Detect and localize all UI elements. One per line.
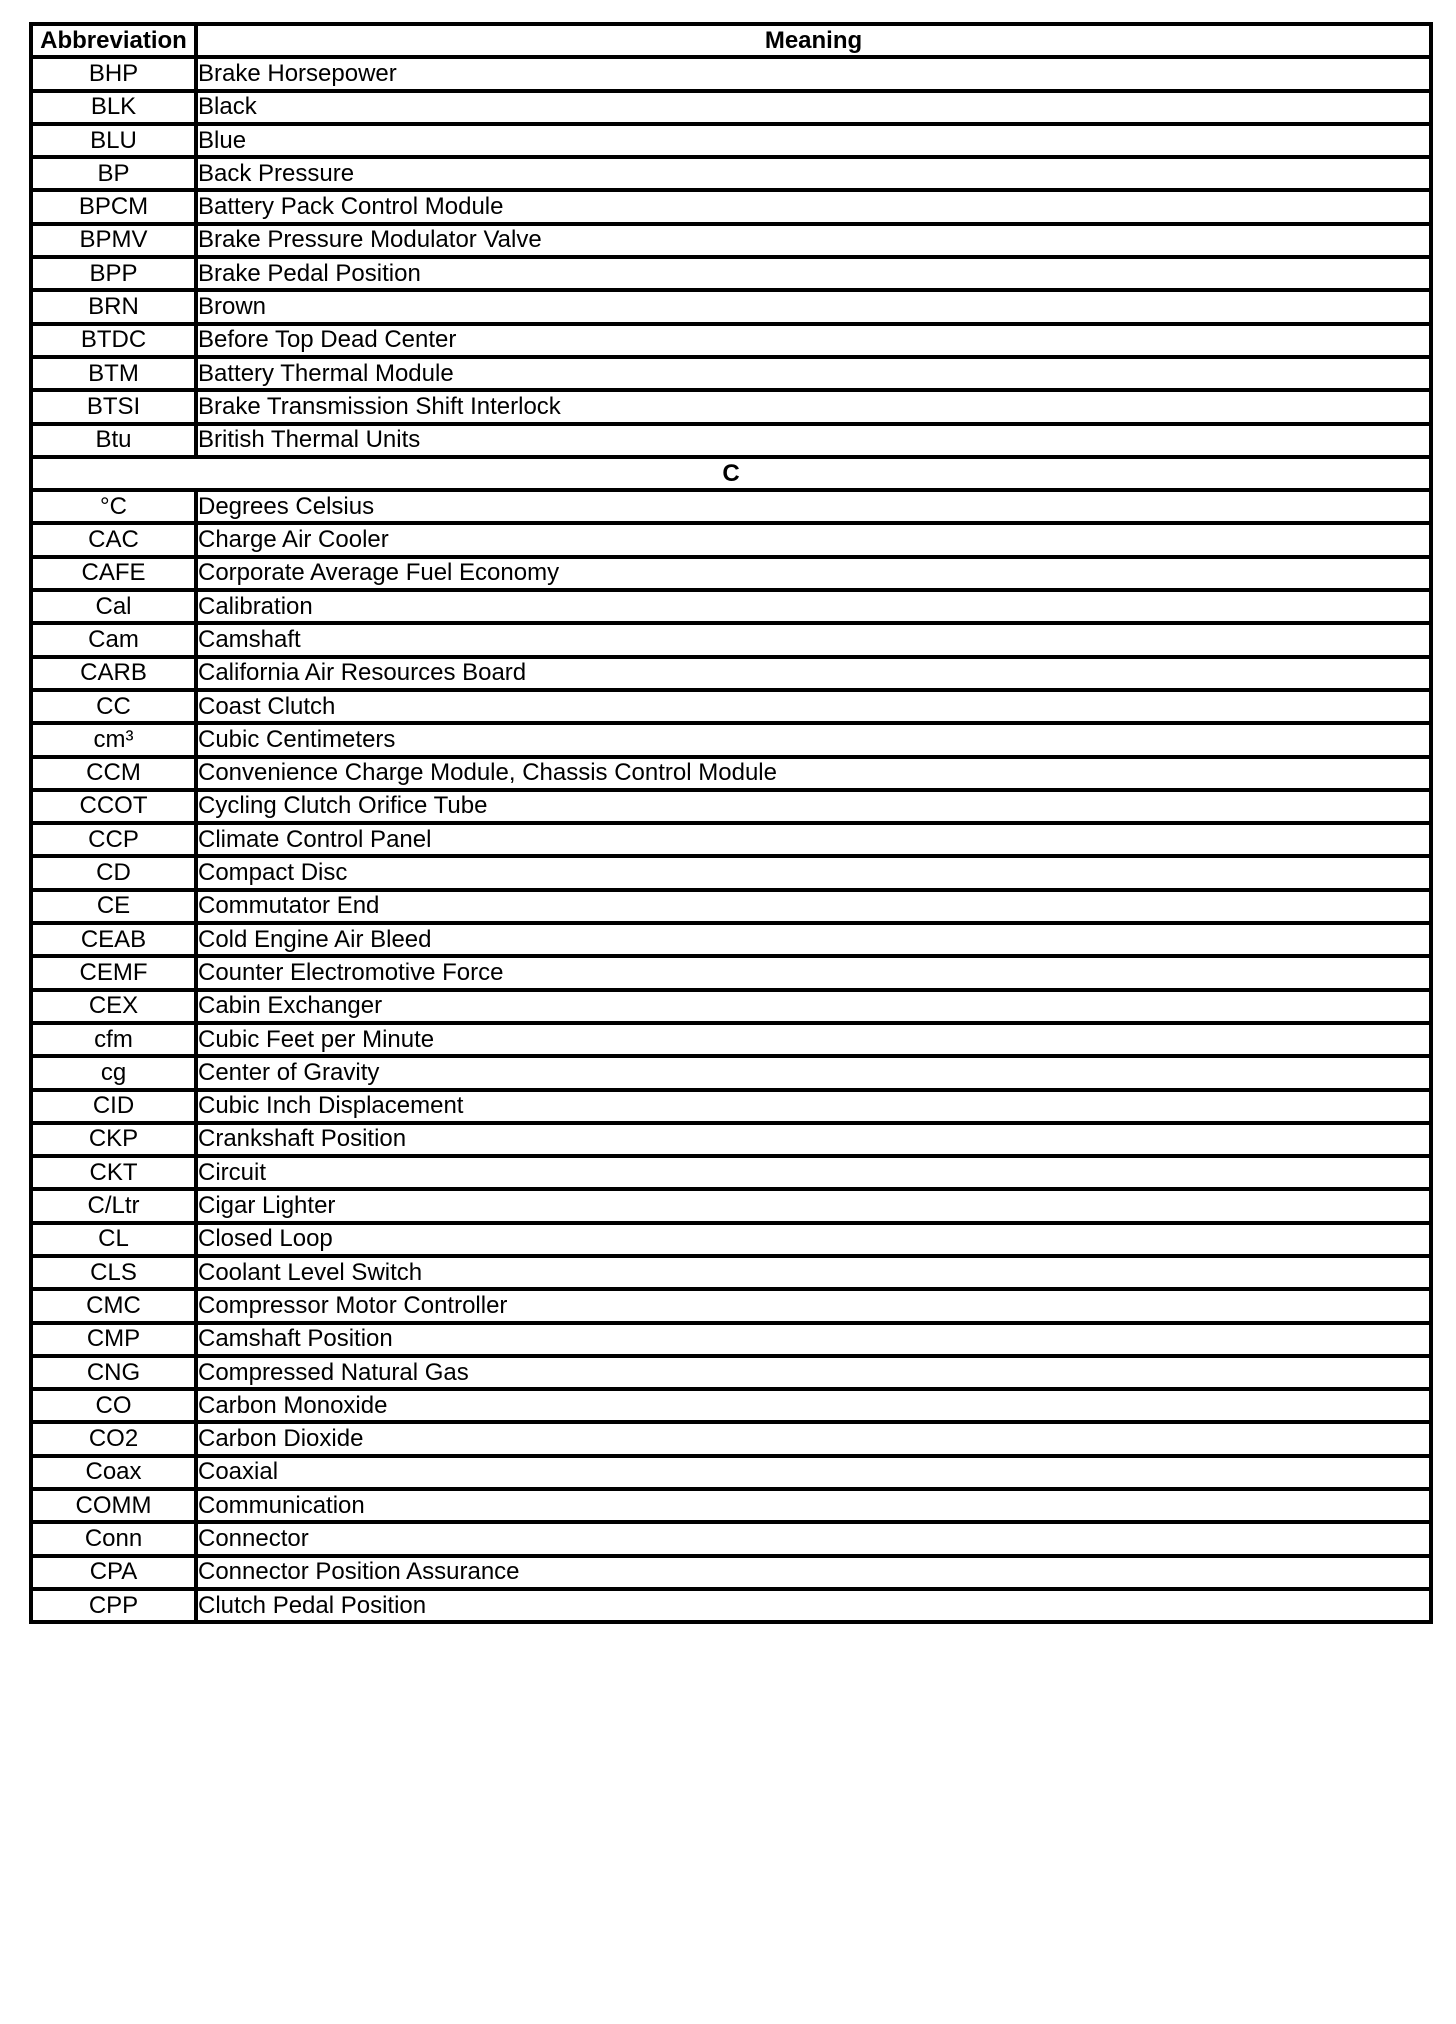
abbreviation-cell: CCOT (31, 790, 196, 823)
meaning-cell: Clutch Pedal Position (196, 1589, 1431, 1622)
meaning-cell: Camshaft Position (196, 1323, 1431, 1356)
meaning-cell: Cycling Clutch Orifice Tube (196, 790, 1431, 823)
abbreviation-cell: Conn (31, 1522, 196, 1555)
table-row (31, 1522, 1431, 1555)
table-row (31, 1123, 1431, 1156)
meaning-cell: Counter Electromotive Force (196, 956, 1431, 989)
meaning-cell: Charge Air Cooler (196, 523, 1431, 556)
table-row (31, 1156, 1431, 1189)
table-row (31, 990, 1431, 1023)
abbreviation-cell: CNG (31, 1356, 196, 1389)
table-row (31, 390, 1431, 423)
meaning-cell: Commutator End (196, 890, 1431, 923)
table-row (31, 557, 1431, 590)
abbreviation-cell: CC (31, 690, 196, 723)
table-row (31, 956, 1431, 989)
table-row (31, 1090, 1431, 1123)
abbreviation-cell: CE (31, 890, 196, 923)
table-row (31, 1422, 1431, 1455)
table-body (31, 57, 1431, 1622)
table-row (31, 623, 1431, 656)
meaning-cell: Circuit (196, 1156, 1431, 1189)
column-header-abbreviation: Abbreviation (31, 24, 196, 57)
abbreviation-cell: Coax (31, 1456, 196, 1489)
meaning-cell: Compact Disc (196, 856, 1431, 889)
abbreviation-cell: CPP (31, 1589, 196, 1622)
table-row (31, 856, 1431, 889)
abbreviation-cell: BRN (31, 290, 196, 323)
meaning-cell: Carbon Monoxide (196, 1389, 1431, 1422)
abbreviation-cell: CPA (31, 1556, 196, 1589)
abbreviation-cell: CD (31, 856, 196, 889)
table-row (31, 290, 1431, 323)
table-row (31, 657, 1431, 690)
table-row (31, 1023, 1431, 1056)
table-row (31, 1556, 1431, 1589)
meaning-cell: Blue (196, 124, 1431, 157)
abbreviation-cell: CEMF (31, 956, 196, 989)
table-row (31, 523, 1431, 556)
table-row (31, 190, 1431, 223)
meaning-cell: Brake Pressure Modulator Valve (196, 224, 1431, 257)
abbreviation-cell: CMP (31, 1323, 196, 1356)
abbreviation-cell: CL (31, 1223, 196, 1256)
meaning-cell: Camshaft (196, 623, 1431, 656)
abbreviation-cell: COMM (31, 1489, 196, 1522)
table-row (31, 1189, 1431, 1222)
abbreviation-cell: CID (31, 1090, 196, 1123)
table-row (31, 690, 1431, 723)
table-row (31, 157, 1431, 190)
abbreviation-cell: CEX (31, 990, 196, 1023)
abbreviation-cell: CLS (31, 1256, 196, 1289)
meaning-cell: Coaxial (196, 1456, 1431, 1489)
abbreviation-cell: CAC (31, 523, 196, 556)
table-row (31, 1256, 1431, 1289)
table-row (31, 823, 1431, 856)
abbreviation-cell: BLU (31, 124, 196, 157)
table-row (31, 57, 1431, 90)
meaning-cell: Cubic Feet per Minute (196, 1023, 1431, 1056)
meaning-cell: Degrees Celsius (196, 490, 1431, 523)
meaning-cell: Calibration (196, 590, 1431, 623)
table-row (31, 923, 1431, 956)
meaning-cell: Center of Gravity (196, 1056, 1431, 1089)
table-row (31, 490, 1431, 523)
meaning-cell: Connector (196, 1522, 1431, 1555)
table-row (31, 124, 1431, 157)
table-row (31, 224, 1431, 257)
table-row (31, 1356, 1431, 1389)
meaning-cell: Battery Pack Control Module (196, 190, 1431, 223)
abbreviation-cell: CKP (31, 1123, 196, 1156)
table-row (31, 590, 1431, 623)
meaning-cell: Cubic Centimeters (196, 723, 1431, 756)
abbreviation-cell: CCM (31, 757, 196, 790)
table-row (31, 357, 1431, 390)
abbreviation-cell: BTSI (31, 390, 196, 423)
abbreviation-cell: CO2 (31, 1422, 196, 1455)
meaning-cell: Climate Control Panel (196, 823, 1431, 856)
table-row (31, 1589, 1431, 1622)
meaning-cell: Coolant Level Switch (196, 1256, 1431, 1289)
abbreviation-cell: C/Ltr (31, 1189, 196, 1222)
abbreviation-cell: CEAB (31, 923, 196, 956)
meaning-cell: Before Top Dead Center (196, 324, 1431, 357)
meaning-cell: Black (196, 91, 1431, 124)
table-row (31, 324, 1431, 357)
meaning-cell: Brown (196, 290, 1431, 323)
meaning-cell: Corporate Average Fuel Economy (196, 557, 1431, 590)
abbreviation-cell: BTM (31, 357, 196, 390)
meaning-cell: Cubic Inch Displacement (196, 1090, 1431, 1123)
meaning-cell: Compressor Motor Controller (196, 1289, 1431, 1322)
meaning-cell: Compressed Natural Gas (196, 1356, 1431, 1389)
abbreviation-cell: BLK (31, 91, 196, 124)
table-row (31, 1489, 1431, 1522)
abbreviation-cell: BPP (31, 257, 196, 290)
table-row (31, 91, 1431, 124)
table-row (31, 790, 1431, 823)
table-row (31, 1223, 1431, 1256)
table-row (31, 757, 1431, 790)
abbreviation-cell: cfm (31, 1023, 196, 1056)
section-header-row (31, 457, 1431, 490)
section-label: C (31, 457, 1431, 490)
abbreviation-cell: CCP (31, 823, 196, 856)
meaning-cell: Battery Thermal Module (196, 357, 1431, 390)
meaning-cell: Coast Clutch (196, 690, 1431, 723)
abbreviation-cell: Cal (31, 590, 196, 623)
table-row (31, 1056, 1431, 1089)
abbreviation-cell: CAFE (31, 557, 196, 590)
abbreviation-table-container (29, 22, 1429, 1624)
table-row (31, 424, 1431, 457)
meaning-cell: Crankshaft Position (196, 1123, 1431, 1156)
table-header-row (31, 24, 1431, 57)
abbreviation-cell: CARB (31, 657, 196, 690)
meaning-cell: Back Pressure (196, 157, 1431, 190)
abbreviation-cell: BTDC (31, 324, 196, 357)
abbreviation-cell: cm³ (31, 723, 196, 756)
abbreviation-cell: CKT (31, 1156, 196, 1189)
table-row (31, 1389, 1431, 1422)
meaning-cell: Brake Horsepower (196, 57, 1431, 90)
table-row (31, 257, 1431, 290)
meaning-cell: Communication (196, 1489, 1431, 1522)
column-header-meaning: Meaning (196, 24, 1431, 57)
abbreviation-cell: BPMV (31, 224, 196, 257)
meaning-cell: Brake Pedal Position (196, 257, 1431, 290)
table-row (31, 1289, 1431, 1322)
meaning-cell: California Air Resources Board (196, 657, 1431, 690)
meaning-cell: Brake Transmission Shift Interlock (196, 390, 1431, 423)
meaning-cell: Closed Loop (196, 1223, 1431, 1256)
abbreviation-cell: Btu (31, 424, 196, 457)
table-row (31, 890, 1431, 923)
abbreviation-cell: CMC (31, 1289, 196, 1322)
table-row (31, 1323, 1431, 1356)
meaning-cell: Connector Position Assurance (196, 1556, 1431, 1589)
meaning-cell: Cold Engine Air Bleed (196, 923, 1431, 956)
meaning-cell: Convenience Charge Module, Chassis Control Module (196, 757, 1431, 790)
abbreviation-cell: BP (31, 157, 196, 190)
abbreviation-cell: BHP (31, 57, 196, 90)
table-row (31, 1456, 1431, 1489)
meaning-cell: Carbon Dioxide (196, 1422, 1431, 1455)
meaning-cell: British Thermal Units (196, 424, 1431, 457)
abbreviation-cell: CO (31, 1389, 196, 1422)
abbreviation-table (29, 22, 1433, 1624)
abbreviation-cell: cg (31, 1056, 196, 1089)
abbreviation-cell: °C (31, 490, 196, 523)
abbreviation-cell: Cam (31, 623, 196, 656)
meaning-cell: Cabin Exchanger (196, 990, 1431, 1023)
table-row (31, 723, 1431, 756)
meaning-cell: Cigar Lighter (196, 1189, 1431, 1222)
abbreviation-cell: BPCM (31, 190, 196, 223)
